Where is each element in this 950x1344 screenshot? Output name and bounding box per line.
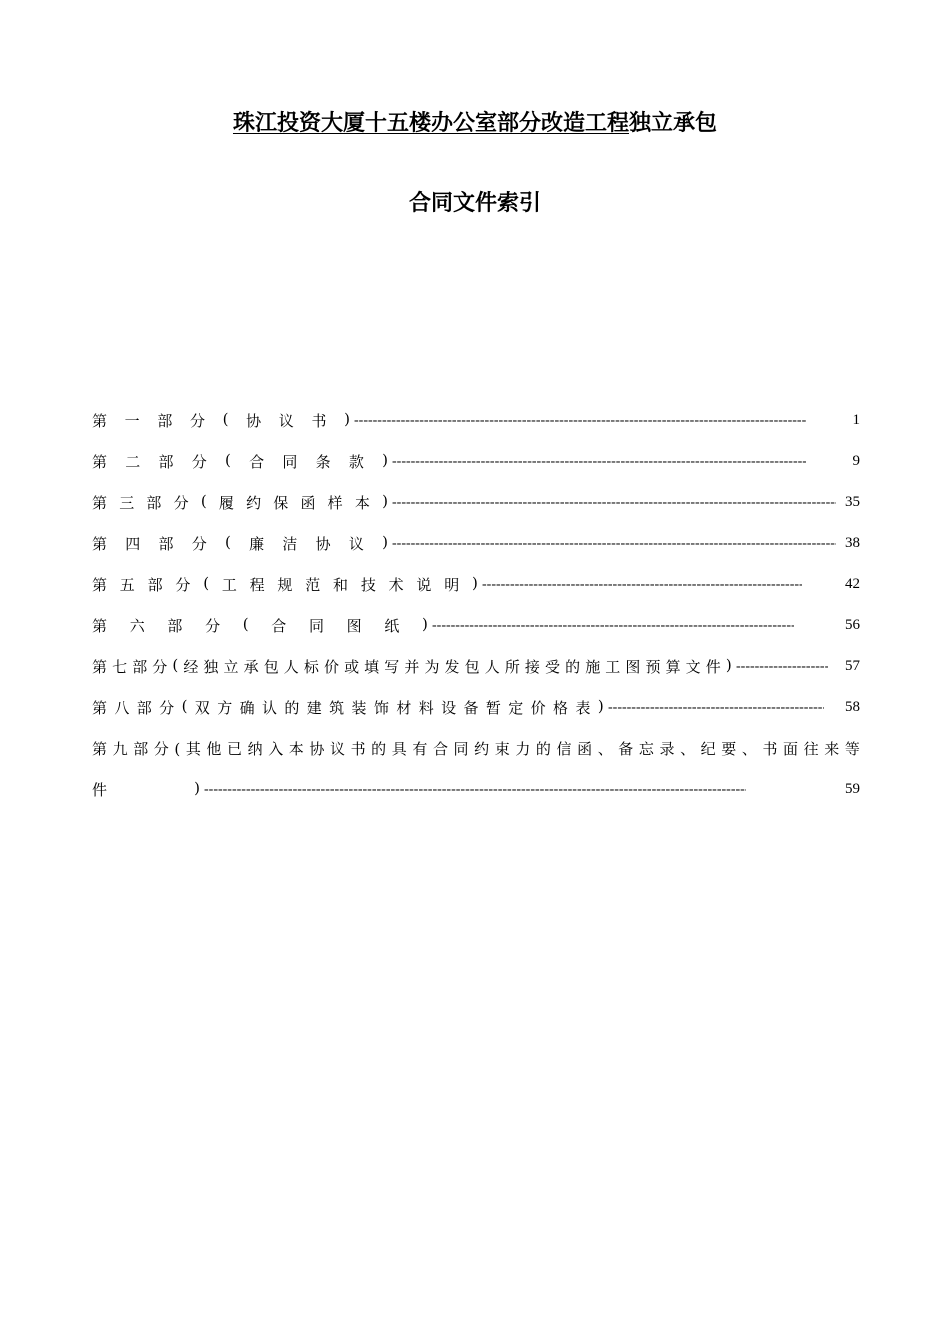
toc-label-char: 范	[305, 576, 321, 594]
toc-label-char: 第	[92, 453, 108, 471]
toc-label-char: )	[725, 656, 732, 674]
toc-label-char: (	[242, 615, 249, 633]
toc-label-char: 第	[92, 494, 108, 512]
toc-label-char: 发	[444, 658, 460, 676]
toc-label-char: 第	[92, 658, 108, 676]
toc-label-char: 暂	[485, 699, 501, 717]
toc-label-char: )	[194, 779, 200, 797]
toc-label-char: 部	[136, 699, 152, 717]
toc-label-char: 束	[494, 740, 510, 758]
toc-label-char: 分	[205, 617, 221, 635]
toc-label-char: 九	[112, 740, 128, 758]
toc-label-char: 认	[261, 699, 277, 717]
toc-label-char: 接	[524, 658, 540, 676]
toc-label-char: 饰	[373, 699, 389, 717]
toc-label-char: )	[344, 410, 350, 428]
toc-page-number: 9	[852, 453, 860, 469]
toc-label-char: 筑	[329, 699, 345, 717]
toc-label-char: 的	[535, 740, 551, 758]
toc-label-char: 工	[605, 658, 621, 676]
toc-label-char: 和	[333, 576, 349, 594]
toc-label-char: 议	[329, 740, 345, 758]
toc-label-char: 第	[92, 535, 108, 553]
toc-label-char: 本	[354, 494, 370, 512]
toc-entry-7	[92, 646, 860, 687]
toc-label-char: 并	[404, 658, 420, 676]
toc-label-char: 经	[183, 658, 199, 676]
toc-label-char: 分	[159, 699, 175, 717]
toc-label-char: 六	[129, 617, 145, 635]
toc-label-char: 力	[515, 740, 531, 758]
toc-label-char: 装	[351, 699, 367, 717]
toc-label	[92, 410, 350, 431]
toc-label-char: 纪	[700, 740, 716, 758]
toc-label-char: )	[382, 533, 388, 551]
toc-label-char: 写	[384, 658, 400, 676]
toc-label-char: 合	[271, 617, 287, 635]
toc-label-char: 分	[152, 658, 168, 676]
toc-label-char: 规	[277, 576, 293, 594]
toc-label-char: 表	[575, 699, 591, 717]
toc-leader	[392, 495, 836, 511]
toc-label-char: 函	[577, 740, 593, 758]
toc-entry-1	[92, 400, 860, 441]
toc-label-char: 明	[444, 576, 460, 594]
toc-label-char: 书	[762, 740, 778, 758]
toc-label-char: 价	[530, 699, 546, 717]
toc-label-char: 第	[92, 740, 108, 758]
toc-label-char: 五	[119, 576, 135, 594]
toc-label-char: 算	[665, 658, 681, 676]
toc-label-char: (	[172, 656, 179, 674]
toc-label-char: 忘	[638, 740, 654, 758]
toc-entry-3	[92, 482, 860, 523]
toc-label-char: 、	[597, 740, 613, 758]
toc-label-char: 三	[119, 494, 135, 512]
toc-label-char: 分	[191, 535, 207, 553]
toc-label-char: 件	[92, 781, 108, 799]
toc-label-char: 信	[556, 740, 572, 758]
toc-label-char: 七	[112, 658, 128, 676]
toc-label-char: 条	[315, 453, 331, 471]
toc-label-char: 分	[173, 494, 189, 512]
toc-label-char: (	[174, 739, 181, 758]
toc-label-char: 要	[721, 740, 737, 758]
toc-label-char: (	[222, 410, 229, 428]
toc-leader	[354, 413, 806, 429]
toc-label-char: (	[181, 697, 188, 715]
toc-label-char: 设	[441, 699, 457, 717]
toc-label	[92, 656, 732, 677]
toc-label-char: 录	[659, 740, 675, 758]
toc-entry-9-line1	[92, 728, 860, 769]
toc-label	[92, 697, 604, 718]
toc-label-char: 部	[167, 617, 183, 635]
toc-label-char: 图	[625, 658, 641, 676]
toc-label-char: 分	[175, 576, 191, 594]
toc-label-char: 第	[92, 617, 108, 635]
toc-page-number: 59	[845, 781, 860, 797]
toc-label	[92, 615, 428, 636]
toc-label-char: 往	[803, 740, 819, 758]
toc-label-char: 备	[618, 740, 634, 758]
toc-label-char: )	[472, 574, 478, 592]
toc-label	[92, 533, 388, 554]
toc-label-char: 技	[360, 576, 376, 594]
toc-label-char: 合	[432, 740, 448, 758]
toc-label-char: 保	[273, 494, 289, 512]
toc-entry-9-line2	[92, 769, 860, 810]
toc-label-char: 协	[315, 535, 331, 553]
toc-label-char: (	[203, 574, 210, 592]
toc-label-char: 术	[388, 576, 404, 594]
toc-label-char: 标	[303, 658, 319, 676]
toc-label-char: (	[200, 492, 207, 510]
toc-label-char: 填	[364, 658, 380, 676]
toc-leader	[608, 700, 824, 716]
toc-label-char: 、	[741, 740, 757, 758]
toc-label-char: 部	[147, 576, 163, 594]
toc-label-char: 本	[288, 740, 304, 758]
toc-label-char: 的	[371, 740, 387, 758]
toc-label-char: 款	[348, 453, 364, 471]
toc-label-char: 约	[474, 740, 490, 758]
toc-label-char: 廉	[249, 535, 265, 553]
toc-label-char: 样	[327, 494, 343, 512]
toc-label-char: 的	[565, 658, 581, 676]
toc-label-char: 分	[153, 740, 169, 758]
toc-label-char: 议	[278, 412, 294, 430]
toc-label-char: 同	[282, 453, 298, 471]
toc-label-char: 来	[824, 740, 840, 758]
toc-label-char: )	[422, 615, 428, 633]
toc-label-char: 八	[114, 699, 130, 717]
toc-label-char: 或	[344, 658, 360, 676]
toc-leader	[482, 577, 802, 593]
toc-page-number: 1	[852, 412, 860, 428]
toc-page-number: 42	[845, 576, 860, 592]
toc-entry-4	[92, 523, 860, 564]
toc-label-char: 有	[412, 740, 428, 758]
toc-label-char: 价	[323, 658, 339, 676]
toc-leader	[736, 659, 828, 675]
table-of-contents	[92, 400, 860, 810]
toc-label-char: 文	[685, 658, 701, 676]
toc-label-char: 工	[221, 576, 237, 594]
toc-label-char: 第	[92, 699, 108, 717]
document-title	[0, 106, 950, 137]
toc-label-char: 函	[300, 494, 316, 512]
toc-label-char: (	[225, 451, 231, 469]
toc-label-char: 格	[553, 699, 569, 717]
toc-label-char: 协	[309, 740, 325, 758]
document-subtitle: 合同文件索引	[408, 191, 541, 216]
toc-label-char: 具	[391, 740, 407, 758]
toc-label-char: 备	[463, 699, 479, 717]
toc-entry-5	[92, 564, 860, 605]
toc-label-char: 议	[348, 535, 364, 553]
toc-label-char: (	[225, 533, 231, 551]
toc-label-char: 所	[504, 658, 520, 676]
toc-label-char: 独	[203, 658, 219, 676]
toc-label-char: 材	[396, 699, 412, 717]
toc-entry-2	[92, 441, 860, 482]
toc-label-char: 约	[246, 494, 262, 512]
toc-label-char: 一	[124, 412, 140, 430]
toc-label-char: )	[597, 697, 604, 715]
toc-entry-8	[92, 687, 860, 728]
toc-label-char: 纳	[247, 740, 263, 758]
toc-label-char: 部	[146, 494, 162, 512]
toc-label-char: 方	[217, 699, 233, 717]
toc-label-char: 包	[464, 658, 480, 676]
toc-label-char: 承	[243, 658, 259, 676]
toc-leader	[392, 454, 806, 470]
toc-label-char: 部	[157, 412, 173, 430]
toc-label-char: 书	[311, 412, 327, 430]
toc-label-char: 图	[346, 617, 362, 635]
toc-label-char: 部	[133, 740, 149, 758]
toc-label-char: 面	[783, 740, 799, 758]
toc-label-char: 受	[545, 658, 561, 676]
toc-label-char: 部	[158, 535, 174, 553]
toc-label-char: 程	[249, 576, 265, 594]
toc-label	[92, 779, 200, 800]
toc-page-number: 57	[845, 658, 860, 674]
toc-entry-6	[92, 605, 860, 646]
toc-label-char: 立	[223, 658, 239, 676]
toc-label-char: 四	[125, 535, 141, 553]
toc-label-char: 他	[206, 740, 222, 758]
toc-label-char: 合	[249, 453, 265, 471]
toc-label-char: 入	[268, 740, 284, 758]
toc-label-char: 部	[158, 453, 174, 471]
toc-label-char: 第	[92, 412, 108, 430]
toc-label	[92, 574, 478, 595]
toc-label-char: 二	[125, 453, 141, 471]
title-rest: 独立承包	[629, 111, 718, 136]
toc-label-char: 履	[218, 494, 234, 512]
toc-label-char: 双	[194, 699, 210, 717]
toc-page-number: 35	[845, 494, 860, 510]
toc-label-char: 同	[308, 617, 324, 635]
toc-page-number: 38	[845, 535, 860, 551]
toc-label-char: 同	[453, 740, 469, 758]
toc-label	[92, 451, 388, 472]
toc-label-char: 人	[484, 658, 500, 676]
toc-label-char: 的	[284, 699, 300, 717]
toc-label-char: 其	[185, 740, 201, 758]
toc-leader	[432, 618, 794, 634]
toc-label-char: 等	[844, 740, 860, 758]
toc-label-char: 包	[263, 658, 279, 676]
toc-label-char: 部	[132, 658, 148, 676]
toc-label-char: )	[382, 451, 388, 469]
toc-label-char: 施	[585, 658, 601, 676]
toc-entry-9	[92, 728, 860, 810]
toc-label-char: 纸	[384, 617, 400, 635]
toc-label-char: 书	[350, 740, 366, 758]
toc-label-char: 定	[508, 699, 524, 717]
toc-label-char: 建	[306, 699, 322, 717]
toc-label-char: 、	[680, 740, 696, 758]
toc-label-char: 分	[191, 453, 207, 471]
toc-label-char: 已	[227, 740, 243, 758]
toc-page-number: 56	[845, 617, 860, 633]
toc-label-char: 为	[424, 658, 440, 676]
toc-label-char: 确	[239, 699, 255, 717]
toc-label-char: 件	[705, 658, 721, 676]
toc-page-number: 58	[845, 699, 860, 715]
toc-label-char: 分	[189, 412, 205, 430]
title-underlined: 珠江投资大厦十五楼办公室部分改造工程	[232, 111, 629, 136]
toc-label-char: 第	[92, 576, 108, 594]
toc-label	[92, 492, 388, 513]
toc-leader	[392, 536, 836, 552]
toc-label-char: 说	[416, 576, 432, 594]
toc-label-char: )	[382, 492, 388, 510]
toc-label-char: 料	[418, 699, 434, 717]
toc-label-char: 预	[645, 658, 661, 676]
toc-label-char: 协	[246, 412, 262, 430]
toc-label-char: 人	[283, 658, 299, 676]
toc-label-char: 洁	[282, 535, 298, 553]
toc-leader	[204, 782, 746, 798]
